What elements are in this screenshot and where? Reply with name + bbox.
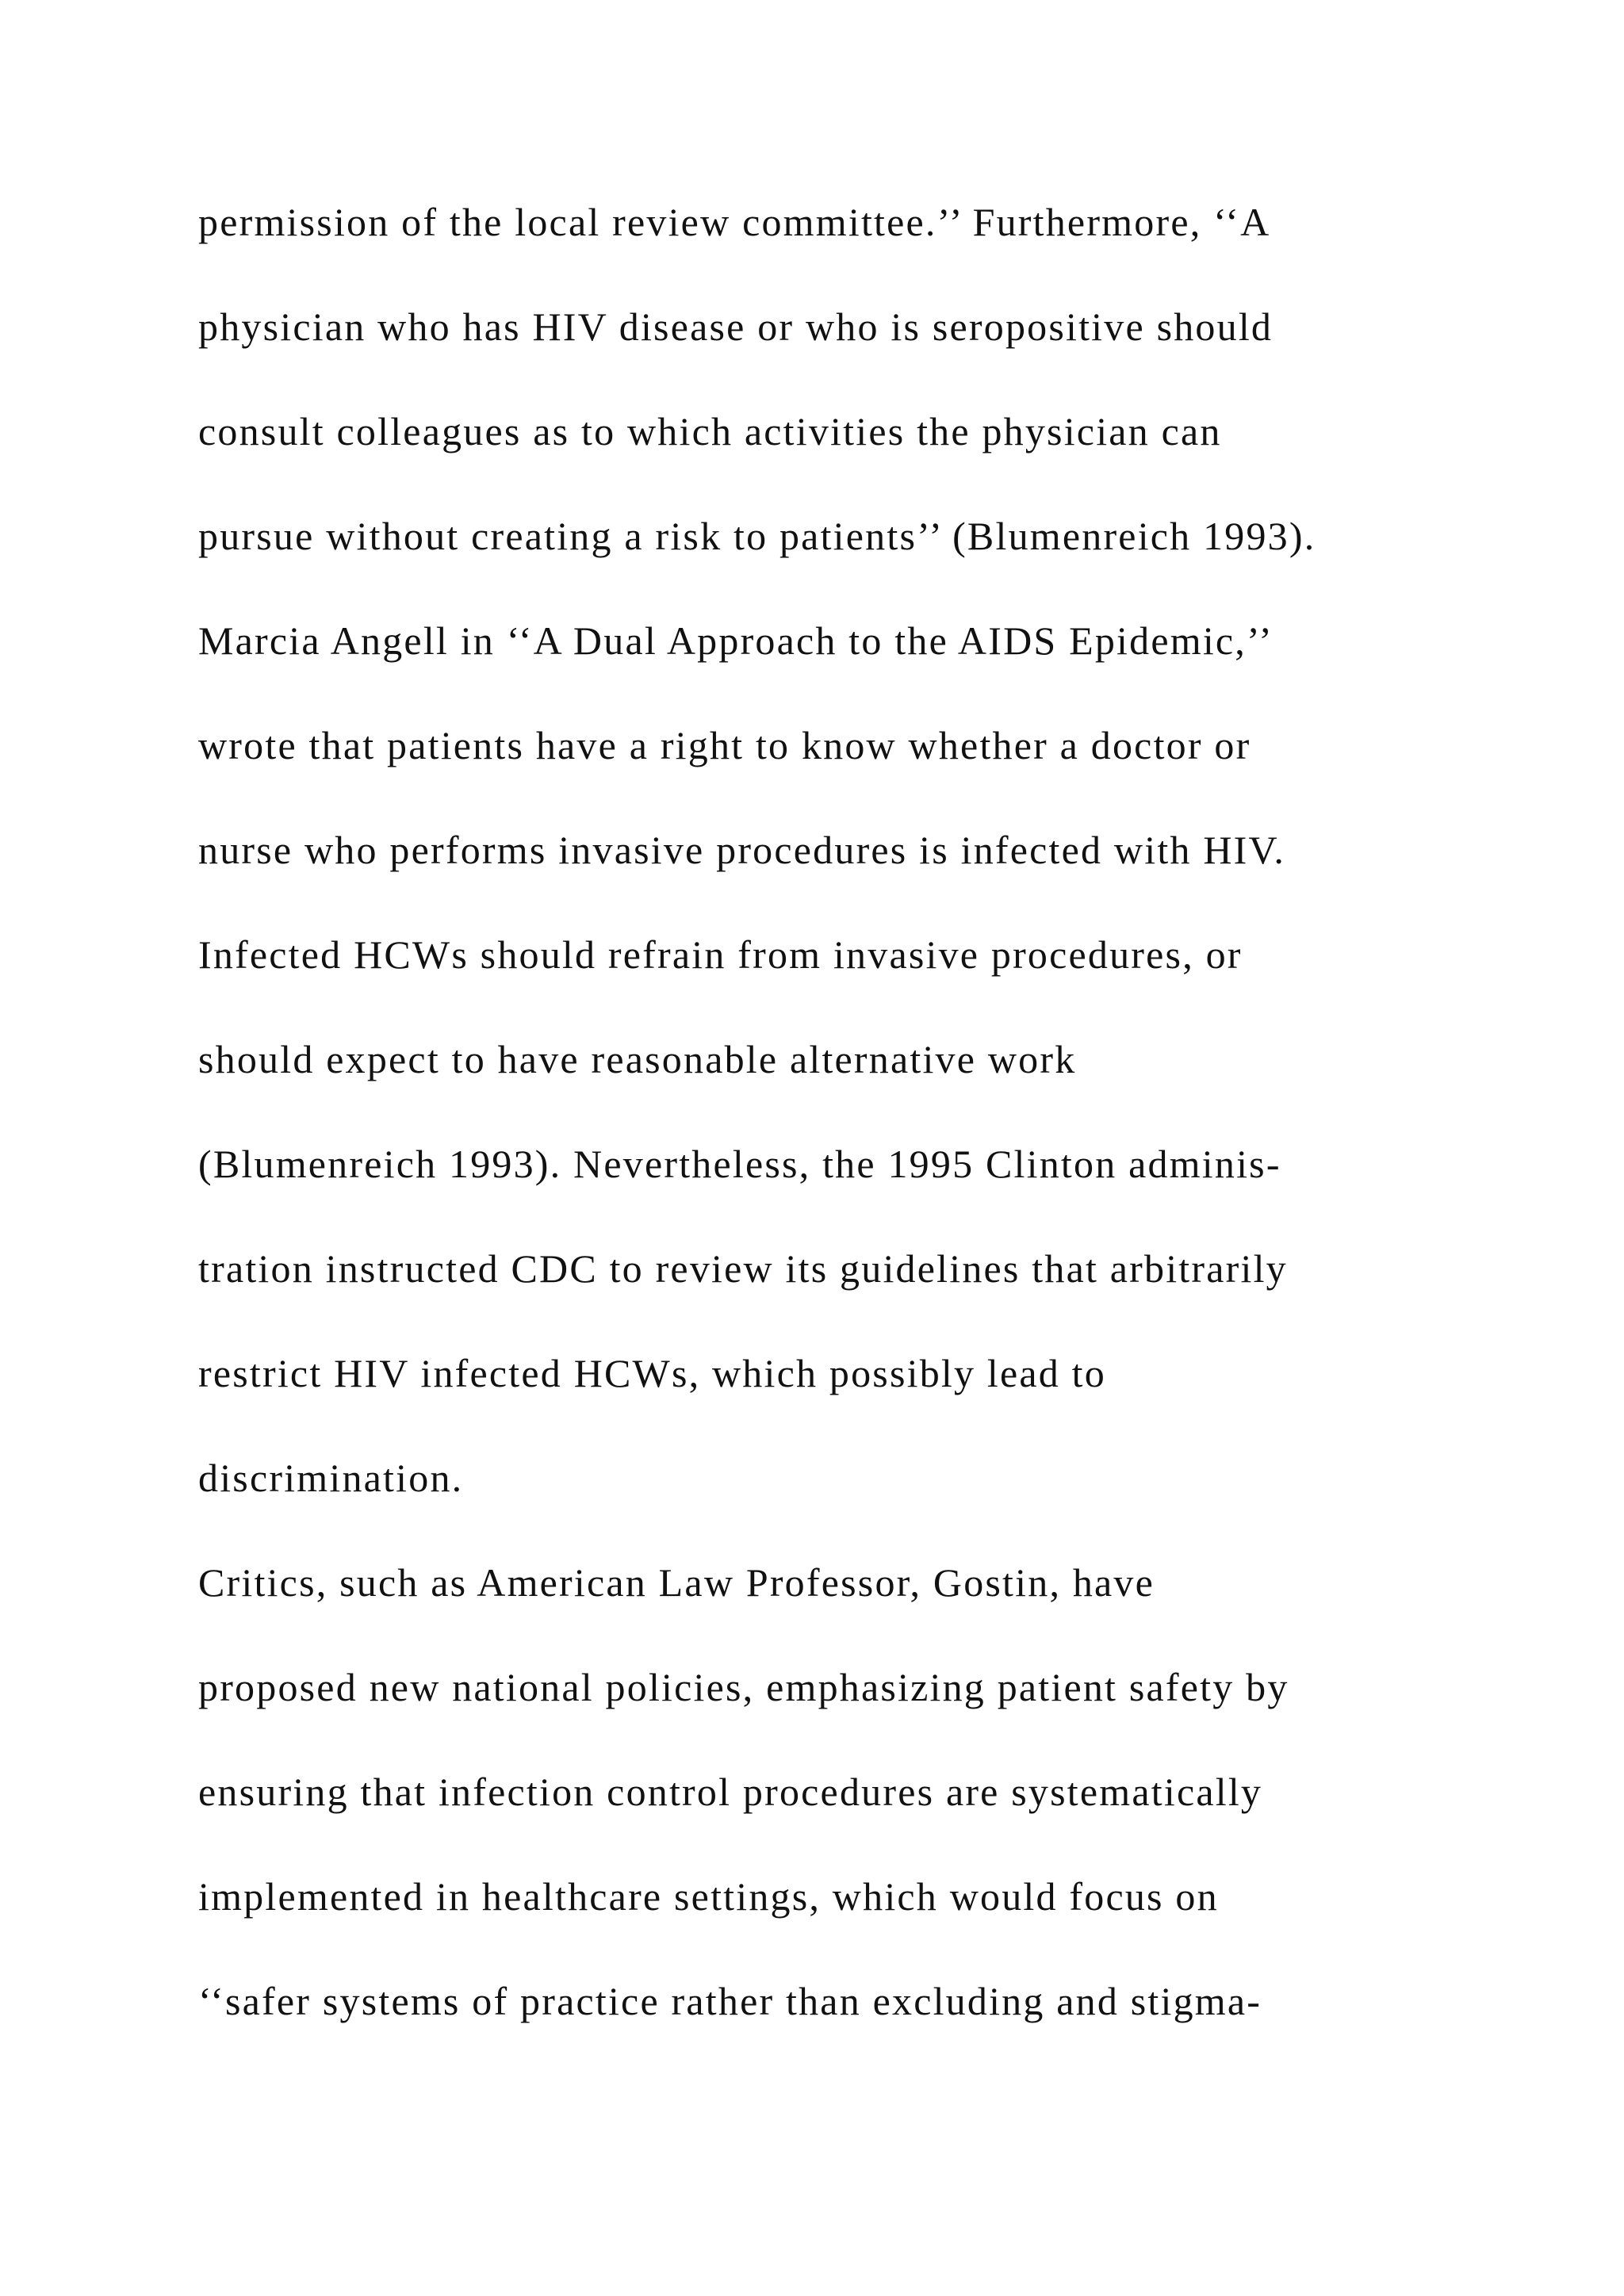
text-line-14: Critics, such as American Law Professor, Gostin, have	[198, 1560, 1155, 1605]
text-line-15: proposed new national policies, emphasizing patient safety by	[198, 1665, 1289, 1709]
text-line-11: tration instructed CDC to review its guidelines that arbitrarily	[198, 1246, 1288, 1291]
text-line-4: pursue without creating a risk to patients’’ (Blumenreich 1993).	[198, 514, 1316, 558]
text-line-16: ensuring that infection control procedures are systematically	[198, 1770, 1263, 1814]
text-line-12: restrict HIV infected HCWs, which possibly lead to	[198, 1351, 1106, 1395]
text-line-17: implemented in healthcare settings, which would focus on	[198, 1874, 1219, 1919]
text-line-6: wrote that patients have a right to know whether a doctor or	[198, 723, 1251, 767]
text-line-1: permission of the local review committee.’’ Furthermore, ‘‘A	[198, 200, 1271, 244]
body-text	[198, 197, 1467, 2080]
text-line-13: discrimination.	[198, 1456, 464, 1500]
text-line-9: should expect to have reasonable alternative work	[198, 1037, 1077, 1081]
text-line-3: consult colleagues as to which activities the physician can	[198, 409, 1222, 453]
text-line-7: nurse who performs invasive procedures is infected with HIV.	[198, 828, 1286, 872]
text-line-2: physician who has HIV disease or who is seropositive should	[198, 304, 1274, 349]
text-line-10: (Blumenreich 1993). Nevertheless, the 1995 Clinton adminis-	[198, 1142, 1281, 1186]
text-line-18: ‘‘safer systems of practice rather than excluding and stigma-	[198, 1979, 1262, 2023]
text-line-8: Infected HCWs should refrain from invasive procedures, or	[198, 932, 1243, 977]
text-line-5: Marcia Angell in ‘‘A Dual Approach to the AIDS Epidemic,’’	[198, 618, 1274, 663]
